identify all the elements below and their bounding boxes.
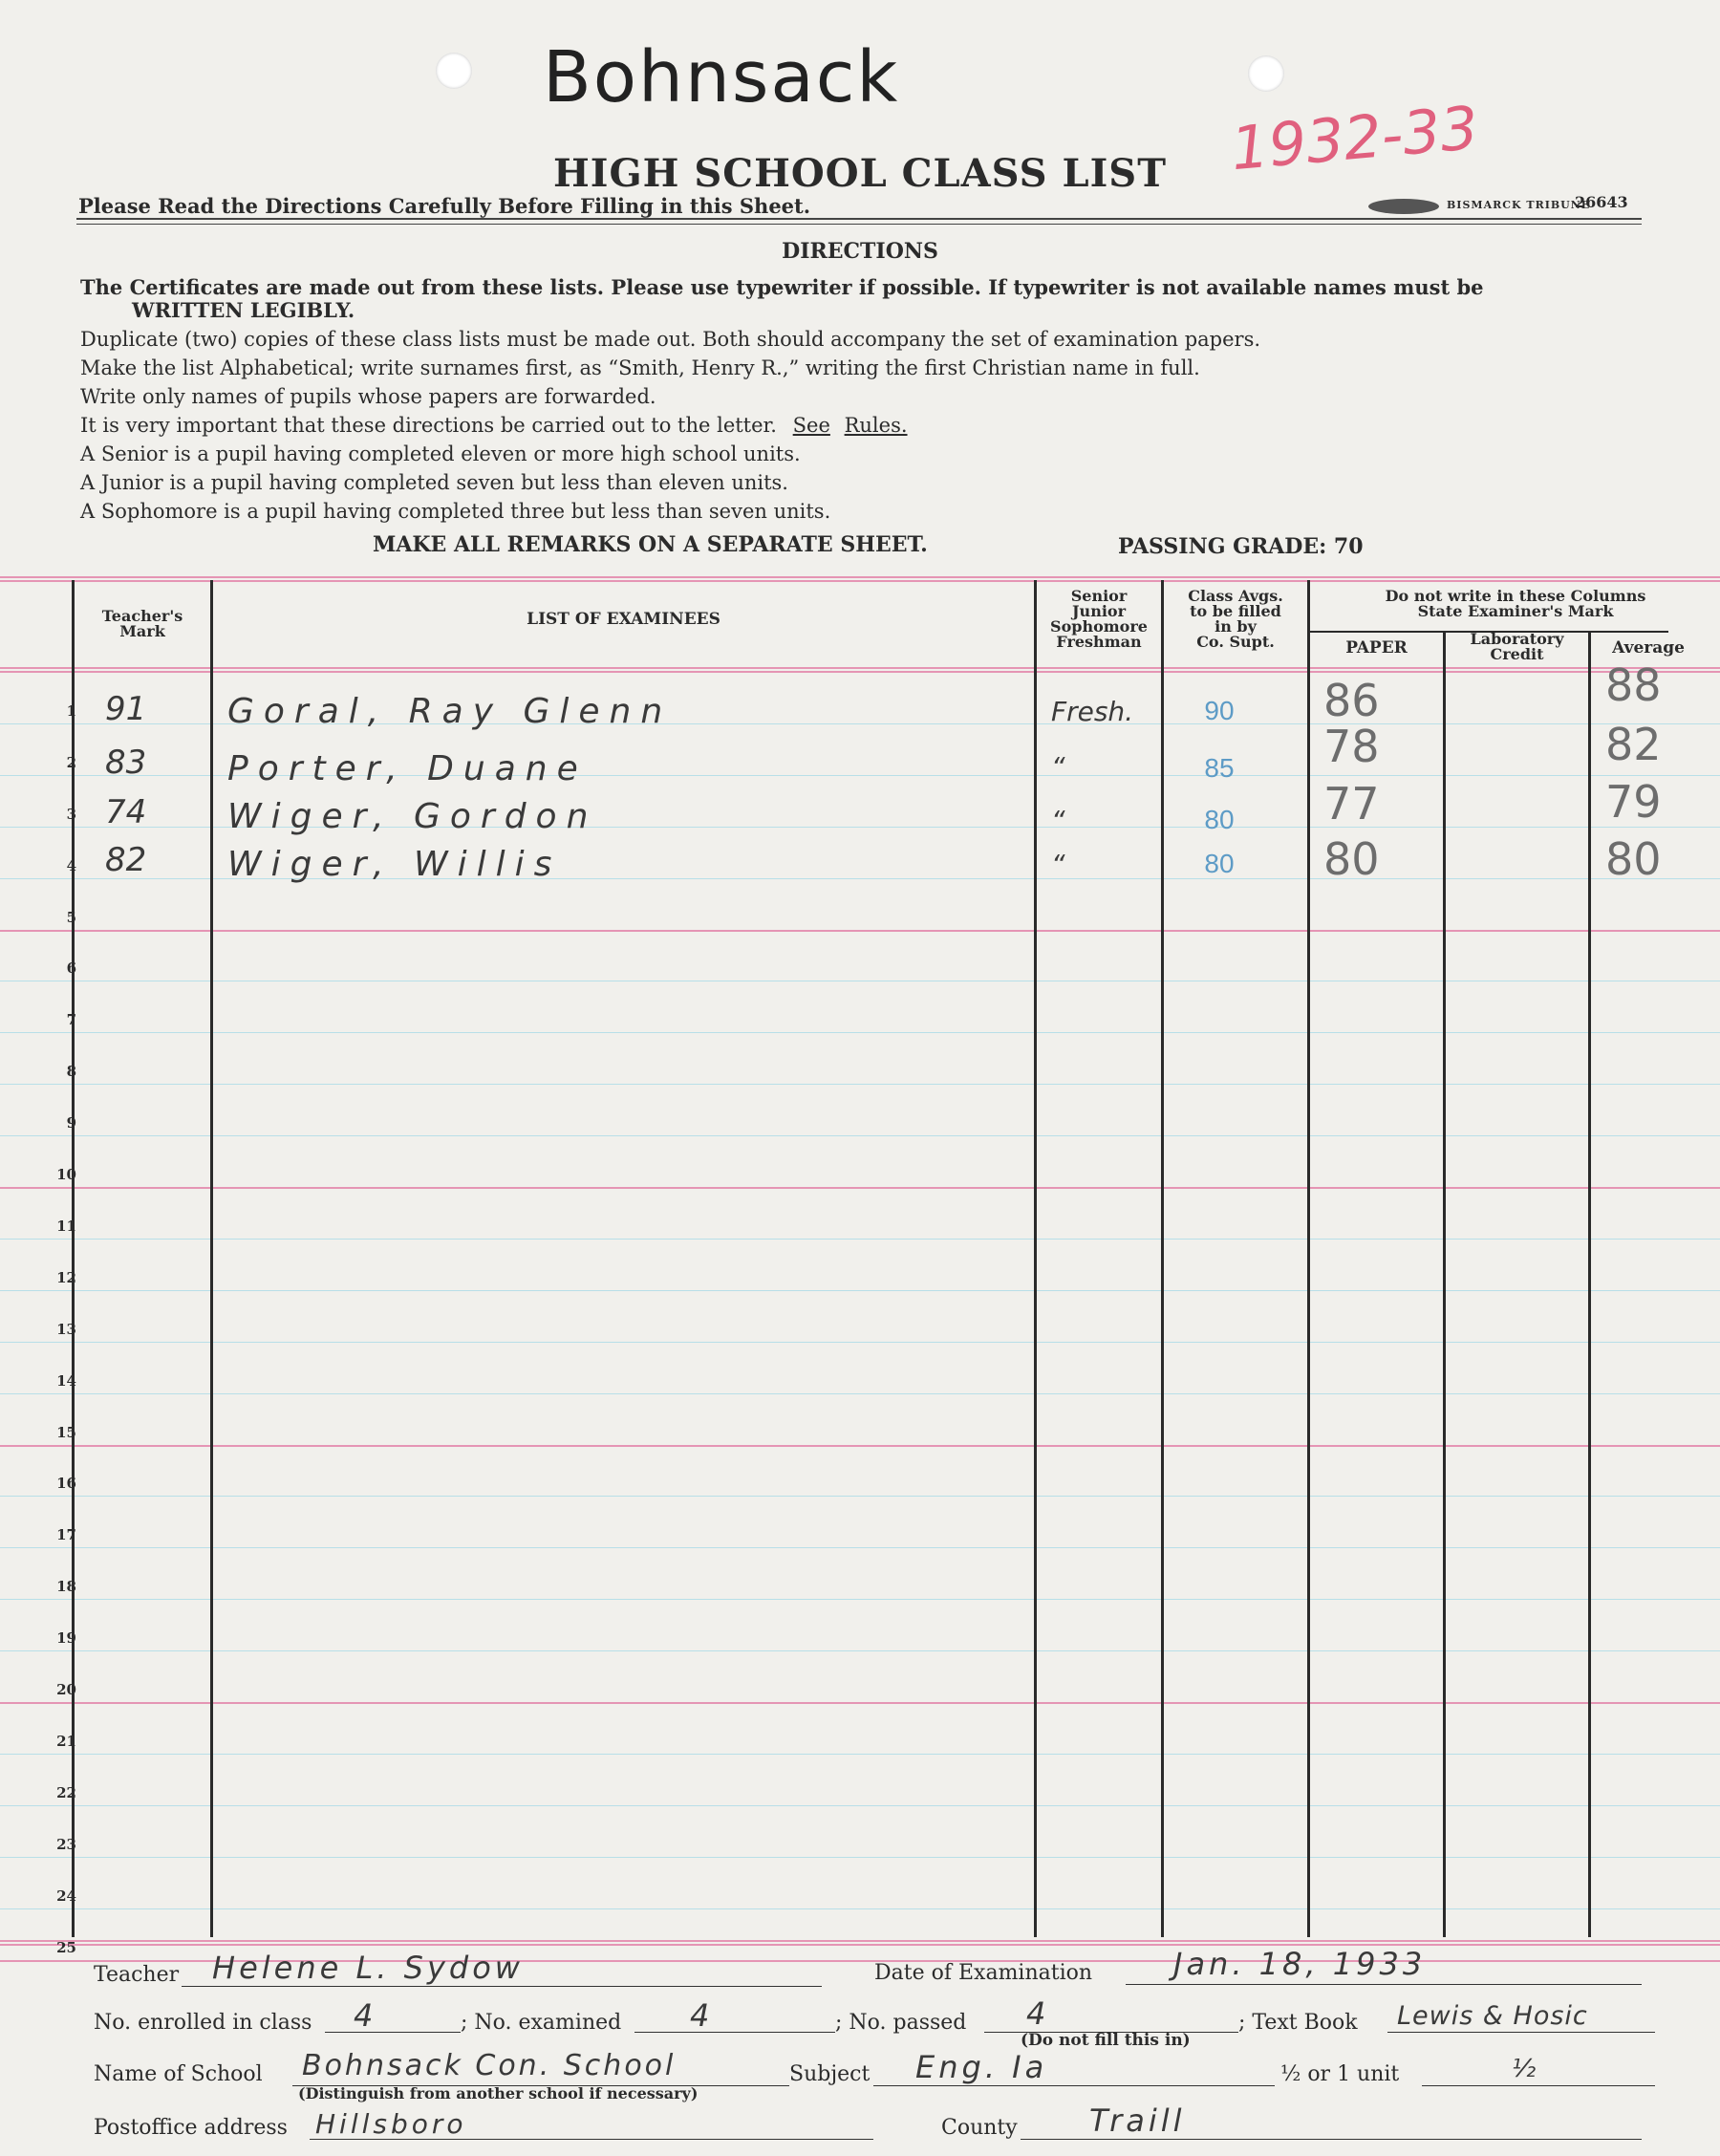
header-do-not-write-line: State Examiner's Mark (1417, 602, 1614, 620)
punch-hole-left (436, 53, 472, 89)
header-lab-line: Laboratory (1470, 630, 1564, 648)
column-divider (210, 580, 213, 1937)
passed-note: (Do not fill this in) (1021, 2031, 1191, 2050)
pink-rule (0, 667, 1720, 669)
rules-link: Rules. (844, 414, 908, 437)
row-number: 5 (66, 909, 76, 926)
examinee-name: Wiger, Gordon (227, 797, 598, 836)
row-number: 6 (66, 959, 76, 977)
average-mark: 80 (1605, 833, 1662, 885)
header-paper: PAPER (1345, 638, 1408, 658)
pink-rule (0, 1940, 1720, 1942)
class-average: 90 (1204, 696, 1235, 725)
header-do-not-write-line: Do not write in these Columns (1385, 587, 1646, 605)
header-lab-credit (1446, 632, 1588, 662)
header-class-avgs-line: to be filled (1190, 602, 1281, 620)
average-mark: 88 (1605, 659, 1662, 711)
blue-rule (0, 1239, 1720, 1240)
header-average: Average (1612, 638, 1685, 658)
handwritten-year: 1932-33 (1228, 92, 1481, 184)
teacher-value: Helene L. Sydow (212, 1950, 524, 1986)
header-rule (76, 218, 1642, 220)
class-year: “ (1051, 805, 1065, 836)
blue-rule (0, 1084, 1720, 1085)
row-number: 22 (56, 1784, 76, 1801)
row-number: 8 (66, 1063, 76, 1080)
average-mark: 79 (1605, 776, 1662, 828)
printer-code: 26643 (1575, 193, 1628, 211)
blue-rule (0, 1342, 1720, 1343)
teacher-mark: 74 (105, 793, 147, 831)
direction-line-1b: WRITTEN LEGIBLY. (132, 298, 355, 322)
examinee-name: Wiger, Willis (227, 845, 562, 884)
subject-value: Eng. Ia (915, 2049, 1048, 2085)
header-examinees: LIST OF EXAMINEES (527, 610, 720, 629)
blue-rule (0, 1599, 1720, 1600)
examined-label: ; No. examined (461, 2011, 622, 2035)
county-value: Traill (1089, 2102, 1186, 2139)
header-teacher-mark-line: Teacher's (101, 607, 183, 625)
class-average: 80 (1204, 849, 1235, 878)
class-year: “ (1051, 751, 1065, 783)
see-link: See (792, 414, 830, 437)
header-teacher-mark-line: Mark (119, 622, 165, 640)
county-line (1021, 2139, 1642, 2140)
passing-grade: PASSING GRADE: 70 (1118, 534, 1364, 559)
pink-rule (0, 671, 1720, 673)
direction-line-2: Duplicate (two) copies of these class lists must be made out. Both should accompany the set of examination papers. (80, 328, 1261, 351)
pink-rule (0, 1944, 1720, 1946)
blue-rule (0, 1290, 1720, 1291)
postoffice-value: Hillsboro (315, 2108, 467, 2140)
enrolled-label: No. enrolled in class (94, 2011, 312, 2035)
read-directions-note: Please Read the Directions Carefully Before Filling in this Sheet. (78, 194, 811, 218)
county-label: County (941, 2116, 1018, 2140)
row-number: 18 (56, 1578, 76, 1595)
date-value: Jan. 18, 1933 (1173, 1946, 1427, 1982)
blue-rule (0, 1650, 1720, 1651)
blue-rule (0, 1393, 1720, 1394)
row-number: 19 (56, 1629, 76, 1647)
header-teacher-mark (75, 609, 210, 639)
header-class-avgs (1164, 589, 1307, 650)
blue-rule (0, 1754, 1720, 1755)
pink-rule (0, 1445, 1720, 1447)
examined-value: 4 (690, 1997, 714, 2034)
page-title: HIGH SCHOOL CLASS LIST (553, 151, 1167, 196)
blue-rule (0, 1496, 1720, 1497)
passed-label: ; No. passed (835, 2011, 967, 2035)
direction-line-8: A Sophomore is a pupil having completed three but less than seven units. (80, 500, 831, 523)
subject-label: Subject (789, 2062, 871, 2086)
unit-label: ½ or 1 unit (1280, 2062, 1400, 2086)
header-class-avgs-line: in by (1215, 617, 1257, 636)
textbook-line (1387, 2032, 1655, 2033)
enrolled-value: 4 (354, 1997, 377, 2034)
header-class-avgs-line: Class Avgs. (1188, 587, 1283, 605)
header-class-line: Senior (1070, 587, 1128, 605)
school-label: Name of School (94, 2062, 263, 2086)
blue-rule (0, 1857, 1720, 1858)
row-number: 7 (66, 1011, 76, 1028)
punch-hole-right (1248, 55, 1284, 92)
header-lab-line: Credit (1490, 645, 1544, 663)
column-divider (1443, 633, 1446, 1937)
row-number: 4 (66, 857, 76, 874)
direction-line-5 (80, 414, 1657, 437)
row-number: 3 (66, 806, 76, 823)
column-divider (1588, 633, 1591, 1937)
pink-rule (0, 1187, 1720, 1189)
header-class-line: Freshman (1056, 633, 1142, 651)
postoffice-label: Postoffice address (94, 2116, 288, 2140)
date-line (1126, 1984, 1642, 1985)
column-divider (1034, 580, 1037, 1937)
class-year: “ (1051, 849, 1065, 880)
pink-rule (0, 576, 1720, 578)
row-number: 16 (56, 1475, 76, 1492)
row-number: 11 (56, 1218, 76, 1235)
paper-mark: 78 (1323, 721, 1380, 772)
examined-line (634, 2032, 835, 2033)
row-number: 17 (56, 1526, 76, 1543)
examinee-name: Goral, Ray Glenn (227, 692, 673, 731)
direction-line-1: The Certificates are made out from these lists. Please use typewriter if possible. If typewriter is not available names must be (80, 275, 1484, 299)
pink-rule (0, 1702, 1720, 1704)
pink-rule (0, 930, 1720, 932)
teacher-mark: 83 (105, 744, 147, 782)
header-class-avgs-line: Co. Supt. (1196, 633, 1275, 651)
blue-rule (0, 1135, 1720, 1136)
date-label: Date of Examination (874, 1961, 1093, 1985)
row-number: 10 (56, 1166, 76, 1183)
header-class (1037, 589, 1161, 650)
printer-logo-icon (1368, 199, 1439, 214)
class-average: 80 (1204, 805, 1235, 834)
header-class-line: Junior (1071, 602, 1126, 620)
row-number: 25 (56, 1939, 76, 1956)
teacher-mark: 82 (105, 841, 147, 879)
textbook-label: ; Text Book (1238, 2011, 1358, 2035)
enrolled-line (325, 2032, 461, 2033)
row-number: 14 (56, 1372, 76, 1390)
textbook-value: Lewis & Hosic (1397, 2001, 1588, 2031)
school-value: Bohnsack Con. School (302, 2049, 677, 2082)
blue-rule (0, 1908, 1720, 1909)
header-class-line: Sophomore (1050, 617, 1148, 636)
row-number: 12 (56, 1269, 76, 1286)
row-number: 23 (56, 1836, 76, 1853)
class-average: 85 (1204, 753, 1235, 783)
blue-rule (0, 1032, 1720, 1033)
direction-line-5-text: It is very important that these directions be carried out to the letter. (80, 414, 777, 437)
blue-rule (0, 1547, 1720, 1548)
row-number: 2 (66, 754, 76, 771)
directions-heading: DIRECTIONS (782, 239, 938, 264)
row-number: 24 (56, 1887, 76, 1905)
remarks-note: MAKE ALL REMARKS ON A SEPARATE SHEET. (373, 532, 928, 557)
teacher-label: Teacher (94, 1963, 180, 1987)
teacher-line (182, 1986, 822, 1987)
paper-mark: 77 (1323, 778, 1380, 830)
handwritten-school-name: Bohnsack (543, 36, 900, 119)
row-number: 21 (56, 1733, 76, 1750)
passed-value: 4 (1026, 1995, 1050, 2032)
teacher-mark: 91 (105, 690, 147, 728)
row-number: 20 (56, 1681, 76, 1698)
blue-rule (0, 1805, 1720, 1806)
direction-line-6: A Senior is a pupil having completed eleven or more high school units. (80, 442, 801, 465)
class-year: Fresh. (1051, 696, 1134, 727)
school-note: (Distinguish from another school if necessary) (298, 2084, 699, 2102)
average-mark: 82 (1605, 719, 1662, 770)
direction-line-3: Make the list Alphabetical; write surnames first, as “Smith, Henry R.,” writing the first Christian name in full. (80, 356, 1200, 379)
pink-rule (0, 580, 1720, 582)
column-divider (1161, 580, 1164, 1937)
row-number: 15 (56, 1424, 76, 1441)
examinee-name: Porter, Duane (227, 749, 588, 788)
printer-name: BISMARCK TRIBUNE (1447, 199, 1591, 211)
direction-line-4: Write only names of pupils whose papers are forwarded. (80, 385, 656, 408)
column-divider (1307, 580, 1310, 1937)
header-do-not-write (1310, 589, 1720, 619)
row-number: 1 (66, 702, 76, 720)
unit-line (1422, 2085, 1655, 2086)
subject-line (873, 2085, 1275, 2086)
row-number: 9 (66, 1114, 76, 1132)
header-rule-thin (76, 224, 1642, 225)
paper-mark: 80 (1323, 833, 1380, 885)
direction-line-7: A Junior is a pupil having completed seven but less than eleven units. (80, 471, 788, 494)
paper-mark: 86 (1323, 675, 1380, 726)
row-number: 13 (56, 1321, 76, 1338)
unit-value: ½ (1512, 2055, 1540, 2083)
